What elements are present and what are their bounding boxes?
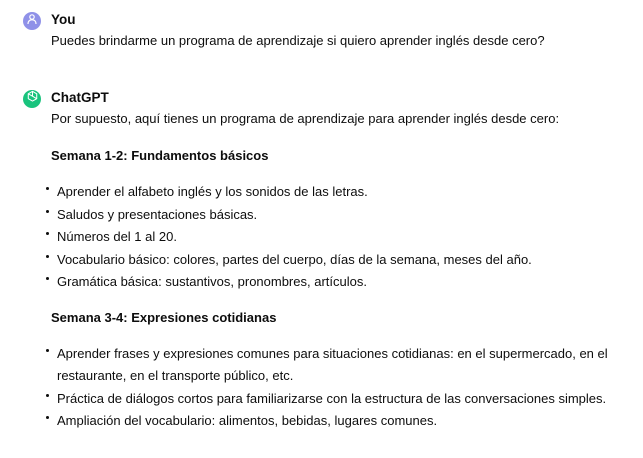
- section-list: [51, 343, 633, 433]
- user-message-text: [51, 32, 633, 50]
- list-item: Aprender el alfabeto inglés y los sonidos de las letras.: [51, 181, 633, 204]
- section-title: Semana 1-2: Fundamentos básicos: [51, 148, 269, 163]
- list-item: Números del 1 al 20.: [51, 226, 633, 249]
- section-title: Semana 3-4: Expresiones cotidianas: [51, 309, 277, 325]
- assistant-author-name: ChatGPT: [51, 90, 109, 105]
- list-item: Ampliación del vocabulario: alimentos, bebidas, lugares comunes.: [51, 410, 633, 433]
- list-item: Vocabulario básico: colores, partes del cuerpo, días de la semana, meses del año.: [51, 249, 633, 272]
- user-avatar: [23, 12, 41, 30]
- user-message-paragraph: Puedes brindarme un programa de aprendizaje si quiero aprender inglés desde cero?: [51, 33, 545, 48]
- assistant-intro: Por supuesto, aquí tienes un programa de aprendizaje para aprender inglés desde cero:: [51, 111, 560, 126]
- list-item: Práctica de diálogos cortos para familiarizarse con la estructura de las conversaciones simples.: [51, 388, 633, 411]
- user-author-name: You: [51, 12, 76, 27]
- assistant-message-body: [51, 110, 633, 433]
- assistant-avatar: [23, 90, 41, 108]
- list-item: Saludos y presentaciones básicas.: [51, 204, 633, 227]
- section-list: [51, 181, 633, 294]
- user-icon: [26, 12, 38, 30]
- list-item: Aprender frases y expresiones comunes para situaciones cotidianas: en el supermercado, en el restaurante, en el transporte público, etc.: [51, 343, 633, 388]
- openai-logo-icon: [26, 90, 39, 108]
- list-item: Gramática básica: sustantivos, pronombres, artículos.: [51, 271, 633, 294]
